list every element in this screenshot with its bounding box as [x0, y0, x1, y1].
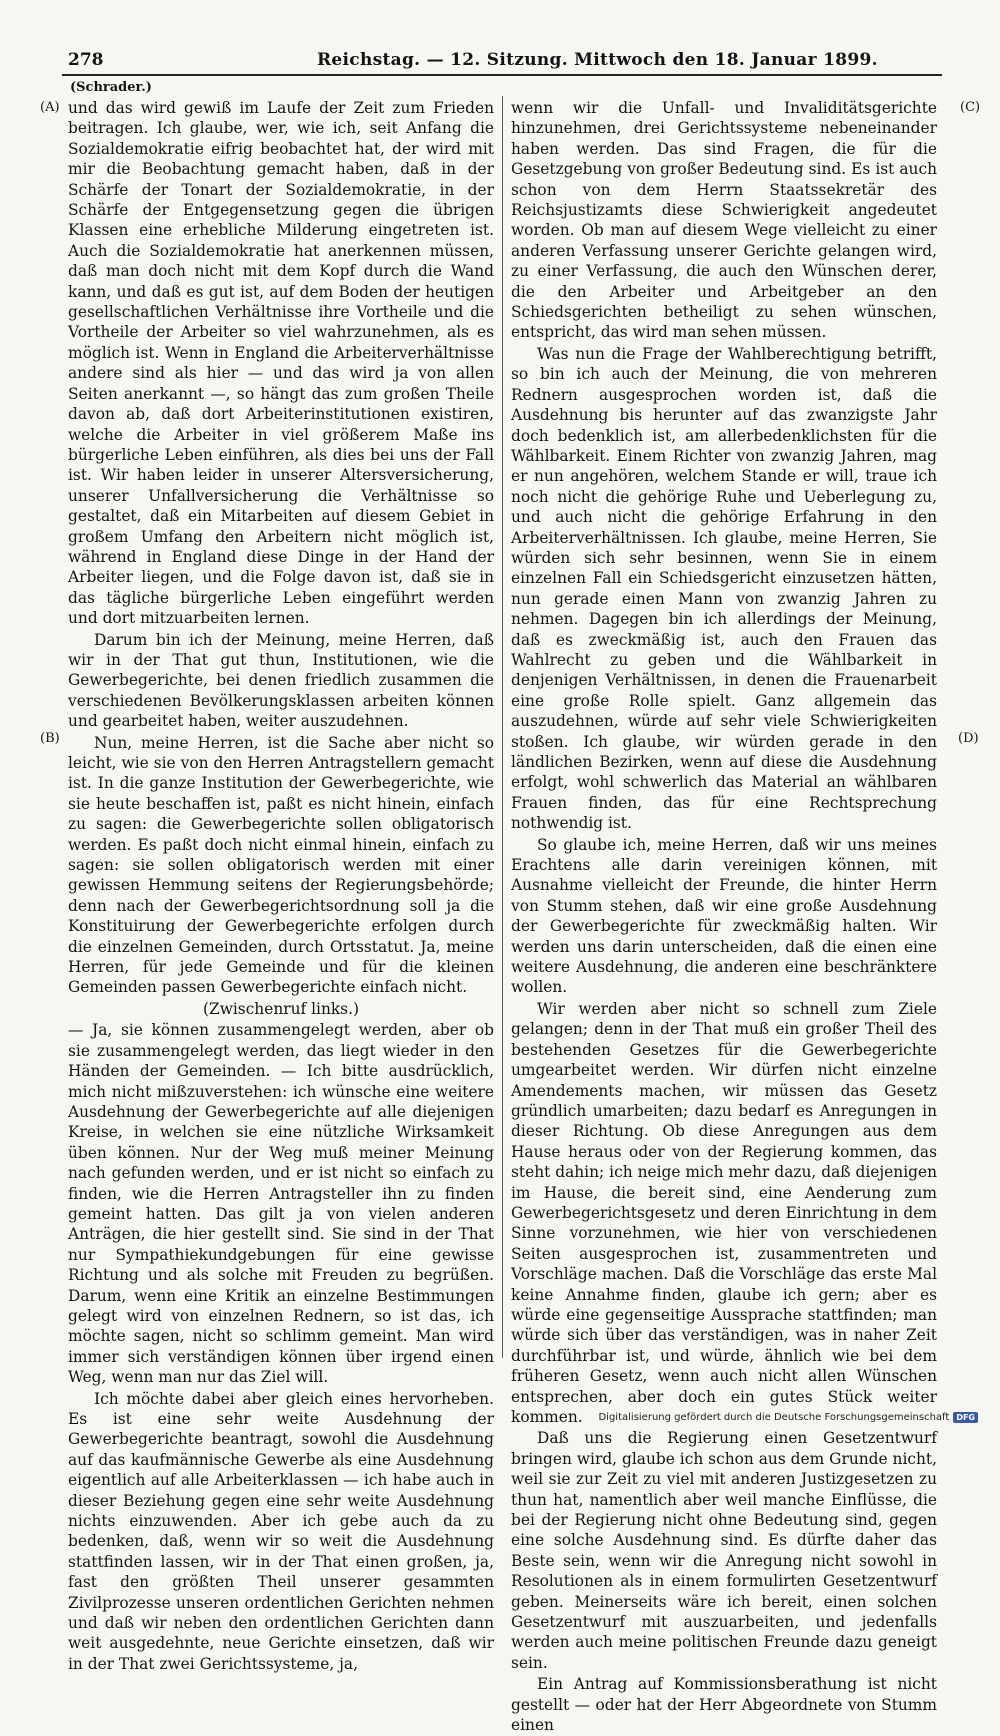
footer-text: Digitalisierung gefördert durch die Deutsche Forschungsgemeinschaft [598, 1412, 950, 1423]
page-title: Reichstag. — 12. Sitzung. Mittwoch den 18. Januar 1899. [317, 50, 878, 70]
page-number: 278 [68, 50, 104, 70]
paragraph: — Ja, sie können zusammengelegt werden, aber ob sie zusammengelegt werden, das liegt wieder in den Händen der Gemeinden. — Ich bitte ausdrücklich, mich nicht mißzuverstehen: ich wünsche eine weitere Ausdehnung der Gewerbegerichte auf alle diejenigen Kreise, in welchen sie eine nützliche Wirksamkeit üben können. Nur der Weg muß meiner Meinung nach gefunden werden, und er ist nicht so einfach zu finden, wie die Herren Antragsteller ihn zu finden gemeint hatten. Das gilt ja von vielen anderen Anträgen, die hier gestellt sind. Sie sind in der That nur Sympathiekundgebungen für eine gewisse Richtung und als solche mit Freuden zu begrüßen. Darum, wenn eine Kritik an einzelne Bestimmungen gelegt wird von einzelnen Rednern, so ist das, ich möchte sagen, nicht so schlimm gemeint. Man wird immer sich verständigen können über irgend einen Weg, wenn man nur das Ziel will. [68, 1021, 494, 1387]
left-column [68, 98, 494, 1673]
paragraph: wenn wir die Unfall- und Invaliditätsgerichte hinzunehmen, drei Gerichtssysteme nebeneinander haben werden. Das sind Fragen, die für die Gesetzgebung von großer Bedeutung sind. Es ist auch schon von dem Herrn Staatssekretär des Reichsjustizamts diese Schwierigkeit angedeutet worden. Ob man auf diesem Wege vielleicht zu einer anderen Verfassung unserer Gerichte gelangen wird, zu einer Verfassung, die auch den Wünschen derer, die den Arbeiter und Arbeitgeber an den Schiedsgerichten betheiligt zu sehen wünschen, entspricht, das wird man sehen müssen. [511, 99, 937, 342]
paragraph: Daß uns die Regierung einen Gesetzentwurf bringen wird, glaube ich schon aus dem Grunde nicht, weil sie zur Zeit zu viel mit anderen Justizgesetzen zu thun hat, namentlich aber weil manche Einflüsse, die bei der Regierung nicht ohne Bedeutung sind, gegen eine solche Ausdehnung sind. Es dürfte daher das Beste sein, wenn wir die Anregung nicht sowohl in Resolutionen als in einem formulirten Gesetzentwurf geben. Meinerseits wäre ich bereit, einen solchen Gesetzentwurf mit auszuarbeiten, und jedenfalls werden auch meine politischen Freunde dazu geneigt sein. [511, 1429, 937, 1672]
speaker-name: (Schrader.) [70, 80, 152, 95]
paragraph: So glaube ich, meine Herren, daß wir uns meines Erachtens alle darin vereinigen können, mit Ausnahme vielleicht der Freunde, die hinter Herrn von Stumm stehen, daß wir eine große Ausdehnung der Gewerbegerichte für zweckmäßig halten. Wir werden uns darin unterscheiden, daß die einen eine weitere Ausdehnung, die anderen eine beschränktere wollen. [511, 835, 937, 997]
footer [598, 1412, 978, 1423]
paragraph: Nun, meine Herren, ist die Sache aber nicht so leicht, wie sie von den Herren Antragstellern gemacht ist. In die ganze Institution der Gewerbegerichte, wie sie heute beschaffen ist, paßt es nicht hinein, einfach zu sagen: die Gewerbegerichte sollen obligatorisch werden. Es paßt doch nicht einmal hinein, einfach zu sagen: sie sollen obligatorisch werden mit einer gewissen Hemmung seitens der Regierungsbehörde; denn nach der Gewerbegerichtsordnung soll ja die Konstituirung der Gewerbegerichte erfolgen durch die einzelnen Gemeinden, durch Ortsstatut. Ja, meine Herren, für jede Gemeinde und für die kleinen Gemeinden passen Gewerbegerichte einfach nicht. [68, 733, 494, 997]
paragraph: Ich möchte dabei aber gleich eines hervorheben. Es ist eine sehr weite Ausdehnung der Gewerbegerichte beantragt, sowohl die Ausdehnung auf das kaufmännische Gewerbe als eine Ausdehnung eigentlich auf alle Arbeiterklassen — ich habe auch in dieser Beziehung gegen eine sehr weite Ausdehnung nichts einzuwenden. Aber ich gebe auch da zu bedenken, daß, wenn wir so weit die Ausdehnung stattfinden lassen, wir in der That einen großen, ja, fast den größten Theil unserer gesammten Zivilprozesse unseren ordentlichen Gerichten nehmen und daß wir neben den ordentlichen Gerichten dann weit ausgedehnte, neue Gerichte einsetzen, daß wir in der That zwei Gerichtssysteme, ja, [68, 1389, 494, 1673]
paragraph: Ein Antrag auf Kommissionsberathung ist nicht gestellt — oder hat der Herr Abgeordnete von Stumm einen [511, 1675, 937, 1735]
interjection: (Zwischenruf links.) [203, 999, 359, 1018]
paragraph: Was nun die Frage der Wahlberechtigung betrifft, so bin ich auch der Meinung, die von mehreren Rednern ausgesprochen worden ist, daß die Ausdehnung bis herunter auf das zwanzigste Jahr doch bedenklich ist, am allerbedenklichsten für die Wählbarkeit. Einem Richter von zwanzig Jahren, mag er nun angehören, welchem Stande er will, traue ich noch nicht die gehörige Ruhe und Ueberlegung zu, und auch nicht die gehörige Erfahrung in den Arbeiterverhältnissen. Ich glaube, meine Herren, Sie würden sich sehr besinnen, wenn Sie in einem einzelnen Fall ein Schiedsgericht einzusetzen hätten, nun gerade einen Mann von zwanzig Jahren zu nehmen. Dagegen bin ich allerdings der Meinung, daß es zweckmäßig ist, auch den Frauen das Wahlrecht zu geben und die Wählbarkeit in denjenigen Verhältnissen, in denen die Frauenarbeit eine große Rolle spielt. Ganz allgemein das auszudehnen, würde auf sehr viele Schwierigkeiten stoßen. Ich glaube, wir würden gerade in den ländlichen Bezirken, wenn auf diese die Ausdehnung erfolgt, wohl schwerlich das Material an wählbaren Frauen finden, das für eine Rechtsprechung nothwendig ist. [511, 344, 937, 833]
margin-marker-c: (C) [960, 100, 981, 115]
column-divider [502, 96, 503, 1358]
dfg-logo-icon: DFG [953, 1412, 978, 1423]
page-header [62, 48, 942, 76]
paragraph: Wir werden aber nicht so schnell zum Ziele gelangen; denn in der That muß ein großer Theil des bestehenden Gesetzes für die Gewerbegerichte umgearbeitet werden. Wir dürfen nicht einzelne Amendements machen, wir müssen das Gesetz gründlich umarbeiten; dazu bedarf es Anregungen in dieser Richtung. Ob diese Anregungen aus dem Hause heraus oder von der Regierung kommen, das steht dahin; ich neige mich mehr dazu, daß diejenigen im Hause, die bereit sind, eine Aenderung zum Gewerbegerichtsgesetz und deren Einrichtung in dem Sinne vorzunehmen, wie hier von verschiedenen Seiten ausgesprochen ist, zusammentreten und Vorschläge machen. Daß die Vorschläge das erste Mal keine Annahme finden, glaube ich gern; aber es würde eine gegenseitige Aussprache stattfinden; man würde sich über das verständigen, was in naher Zeit durchführbar ist, und würde, ähnlich wie bei dem früheren Gesetz, wenn auch nicht allen Wünschen entsprechen, aber doch ein gutes Stück weiter kommen. [511, 999, 937, 1426]
margin-marker-d: (D) [958, 731, 979, 746]
paragraph: und das wird gewiß im Laufe der Zeit zum Frieden beitragen. Ich glaube, wer, wie ich, seit Anfang die Sozialdemokratie eifrig beobachtet hat, der wird mit mir die Beobachtung gemacht haben, daß in der Schärfe der Tonart der Sozialdemokratie, in der Schärfe der Entgegensetzung gegen die übrigen Klassen eine erhebliche Milderung eingetreten ist. Auch die Sozialdemokratie hat anerkennen müssen, daß man doch nicht mit dem Kopf durch die Wand kann, und daß es gut ist, auf dem Boden der heutigen gesellschaftlichen Verhältnisse ihre Vortheile und die Vortheile der Arbeiter so viel wahrzunehmen, als es möglich ist. Wenn in England die Arbeiterverhältnisse andere sind als hier — und das wird ja von allen Seiten anerkannt —, so hängt das zum großen Theile davon ab, daß dort Arbeiterinstitutionen existiren, welche die Arbeiter in viel größerem Maße ins bürgerliche Leben einführen, als dies bei uns der Fall ist. Wir haben leider in unserer Altersversicherung, unserer Unfallversicherung die Verhältnisse so gestaltet, daß ein Mitarbeiten auf diesem Gebiet in großem Umfang den Arbeitern nicht möglich ist, während in England diese Dinge in der Hand der Arbeiter liegen, und die Folge davon ist, daß sie in das tägliche bürgerliche Leben eingeführt werden und dort mitzuarbeiten lernen. [68, 99, 494, 628]
paragraph: Darum bin ich der Meinung, meine Herren, daß wir in der That gut thun, Institutionen, wie die Gewerbegerichte, bei denen friedlich zusammen die verschiedenen Bevölkerungsklassen arbeiten können und gearbeitet haben, weiter auszudehnen. [68, 630, 494, 731]
margin-marker-b: (B) [40, 731, 60, 746]
margin-marker-a: (A) [40, 100, 60, 115]
